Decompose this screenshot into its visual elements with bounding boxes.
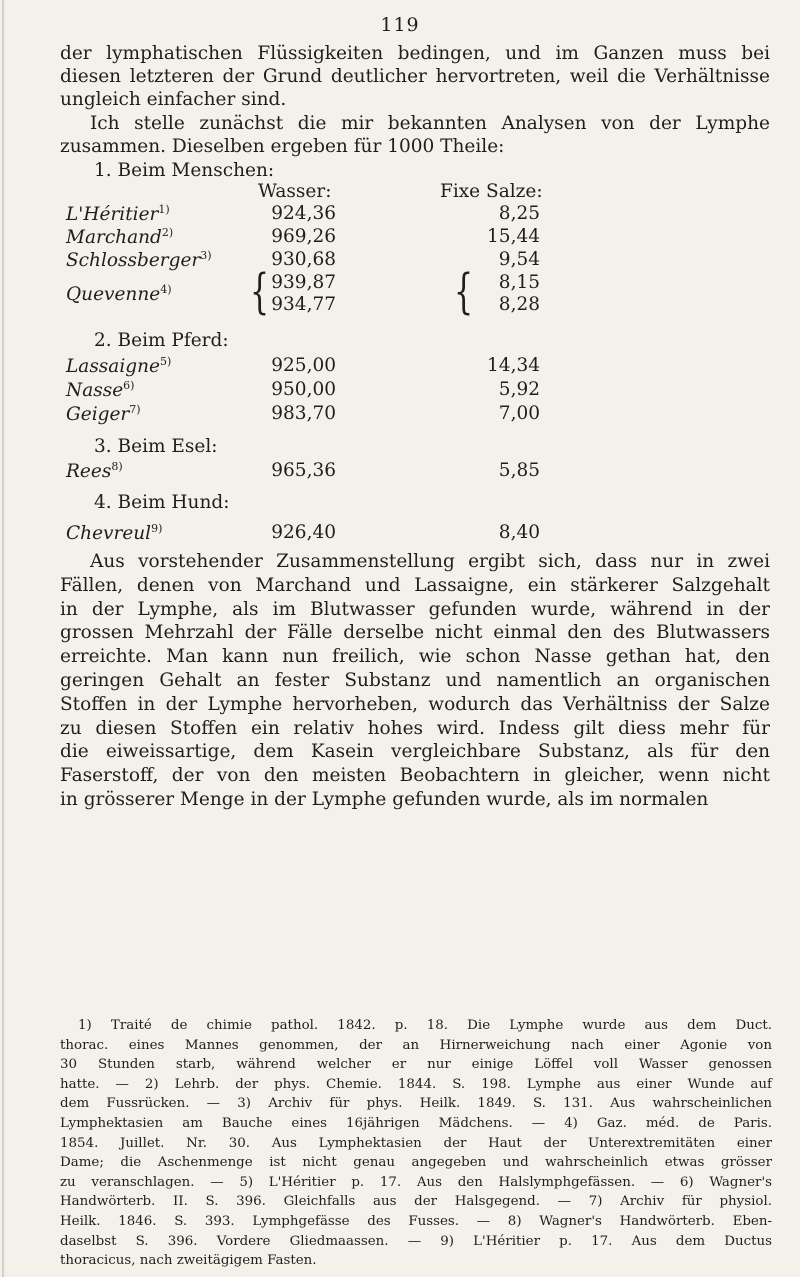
text-line: Ich stelle zunächst die mir bekannten Analysen von der Lymphe bbox=[90, 113, 770, 134]
footnote-line: daselbst S. 396. Vordere Gliedmaassen. — 9) L'Héritier p. 17. Aus dem Ductus bbox=[60, 1233, 772, 1249]
brace-glyph: { bbox=[250, 264, 270, 321]
text-line: zu diesen Stoffen ein relativ hohes wird. Indess gilt diess mehr für bbox=[60, 717, 770, 739]
footnote-line: 1854. Juillet. Nr. 30. Aus Lymphektasien der Haut der Unterextremitäten einer bbox=[60, 1135, 772, 1151]
water-value: 950,00 bbox=[271, 379, 336, 400]
water-value: 939,87 bbox=[271, 272, 336, 293]
author-name: Chevreul$^{9)}$ bbox=[66, 522, 163, 545]
salts-value: 8,25 bbox=[498, 203, 540, 224]
text-line: Fällen, denen von Marchand und Lassaigne, ein stärkerer Salzgehalt bbox=[60, 574, 770, 596]
footnote-line: dem Fussrücken. — 3) Archiv für phys. Heilk. 1849. S. 131. Aus wahrscheinlichen bbox=[60, 1096, 772, 1112]
text-line: die eiweissartige, dem Kasein vergleichbare Substanz, als für den bbox=[60, 741, 770, 763]
text-line: Stoffen in der Lymphe hervorheben, wodurch das Verhältniss der Salze bbox=[60, 693, 770, 715]
body-paragraph bbox=[60, 550, 770, 812]
brace-glyph: { bbox=[454, 264, 474, 321]
section-heading: 4. Beim Hund: bbox=[94, 492, 230, 513]
table-row bbox=[0, 355, 800, 381]
salts-value: 15,44 bbox=[487, 226, 540, 247]
section-heading: 2. Beim Pferd: bbox=[94, 330, 229, 351]
section-heading: 1. Beim Menschen: bbox=[94, 160, 275, 181]
salts-value: 5,85 bbox=[498, 460, 540, 481]
footnote-line: 1) Traité de chimie pathol. 1842. p. 18. Die Lymphe wurde aus dem Duct. bbox=[78, 1018, 772, 1033]
water-value: 965,36 bbox=[271, 460, 336, 481]
author-name: Nasse$^{6)}$ bbox=[66, 379, 135, 402]
salts-value: 9,54 bbox=[498, 249, 540, 270]
water-value: 926,40 bbox=[271, 522, 336, 543]
footnotes bbox=[60, 1016, 772, 1271]
text-line: Faserstoff, der von den meisten Beobachtern in gleicher, wenn nicht bbox=[60, 765, 770, 787]
footnote-line: thorac. eines Mannes genommen, der an Hirnerweichung nach einer Agonie von bbox=[60, 1037, 772, 1053]
footnote-line: hatte. — 2) Lehrb. der phys. Chemie. 1844. S. 198. Lymphe aus einer Wunde auf bbox=[60, 1076, 772, 1092]
text-line: erreichte. Man kann nun freilich, wie schon Nasse gethan hat, den bbox=[60, 646, 770, 668]
salts-value: 7,00 bbox=[498, 403, 540, 424]
author-name: L'Héritier$^{1)}$ bbox=[66, 203, 170, 226]
section-heading: 3. Beim Esel: bbox=[94, 436, 218, 457]
text-line: zusammen. Dieselben ergeben für 1000 Theile: bbox=[60, 136, 505, 157]
page-edge-shadow bbox=[2, 0, 5, 1277]
text-line: ungleich einfacher sind. bbox=[60, 89, 287, 110]
water-value: 983,70 bbox=[271, 403, 336, 424]
footnote-line: Dame; die Aschenmenge ist nicht genau angegeben und wahrscheinlich etwas grösser bbox=[60, 1155, 772, 1171]
salts-value: 8,28 bbox=[498, 294, 540, 315]
author-name: Lassaigne$^{5)}$ bbox=[66, 355, 172, 378]
column-header-salts: Fixe Salze: bbox=[440, 181, 543, 202]
footnote-line: Lymphektasien am Bauche eines 16jährigen Mädchens. — 4) Gaz. méd. de Paris. bbox=[60, 1115, 772, 1131]
salts-value: 8,40 bbox=[498, 522, 540, 543]
salts-value: 8,15 bbox=[498, 272, 540, 293]
page-number: 119 bbox=[380, 14, 420, 36]
footnote-line: Heilk. 1846. S. 393. Lymphgefässe des Fusses. — 8) Wagner's Handwörterb. Eben- bbox=[60, 1213, 772, 1229]
salts-value: 5,92 bbox=[498, 379, 540, 400]
text-line: geringen Gehalt an fester Substanz und namentlich an organischen bbox=[60, 669, 770, 691]
water-value: 969,26 bbox=[271, 226, 336, 247]
column-header-water: Wasser: bbox=[258, 181, 332, 202]
table-row bbox=[0, 522, 800, 548]
text-line: der lymphatischen Flüssigkeiten bedingen, und im Ganzen muss bei bbox=[60, 43, 770, 64]
salts-value: 14,34 bbox=[487, 355, 540, 376]
author-name: Geiger$^{7)}$ bbox=[66, 403, 141, 426]
water-value: 934,77 bbox=[271, 294, 336, 315]
text-line: grossen Mehrzahl der Fälle derselbe nicht einmal den des Blutwassers bbox=[60, 622, 770, 644]
author-name: Schlossberger$^{3)}$ bbox=[66, 249, 212, 272]
water-value: 925,00 bbox=[271, 355, 336, 376]
text-line: diesen letzteren der Grund deutlicher hervortreten, weil die Verhältnisse bbox=[60, 66, 770, 87]
footnote-line: zu veranschlagen. — 5) L'Héritier p. 17. Aus den Halslymphgefässen. — 6) Wagner's bbox=[60, 1174, 772, 1190]
author-name: Marchand$^{2)}$ bbox=[66, 226, 174, 249]
text-line: Aus vorstehender Zusammenstellung ergibt sich, dass nur in zwei bbox=[90, 551, 770, 572]
text-line: in grösserer Menge in der Lymphe gefunden wurde, als im normalen bbox=[60, 788, 709, 810]
water-value: 924,36 bbox=[271, 203, 336, 224]
author-name: Quevenne$^{4)}$ bbox=[66, 283, 172, 306]
footnote-line: Handwörterb. II. S. 396. Gleichfalls aus der Halsgegend. — 7) Archiv für physiol. bbox=[60, 1194, 772, 1210]
table-row bbox=[0, 460, 800, 486]
text-line: in der Lymphe, als im Blutwasser gefunden wurde, während in der bbox=[60, 598, 770, 620]
table-row bbox=[0, 379, 800, 405]
author-name: Rees$^{8)}$ bbox=[66, 460, 123, 483]
table-row bbox=[0, 264, 800, 324]
footnote-line: 30 Stunden starb, während welcher er nur einige Löffel voll Wasser genossen bbox=[60, 1057, 772, 1073]
footnote-line: thoracicus, nach zweitägigem Fasten. bbox=[60, 1253, 317, 1269]
intro-paragraph bbox=[60, 42, 770, 111]
water-value: 930,68 bbox=[271, 249, 336, 270]
second-paragraph bbox=[60, 112, 770, 158]
table-row bbox=[0, 403, 800, 429]
